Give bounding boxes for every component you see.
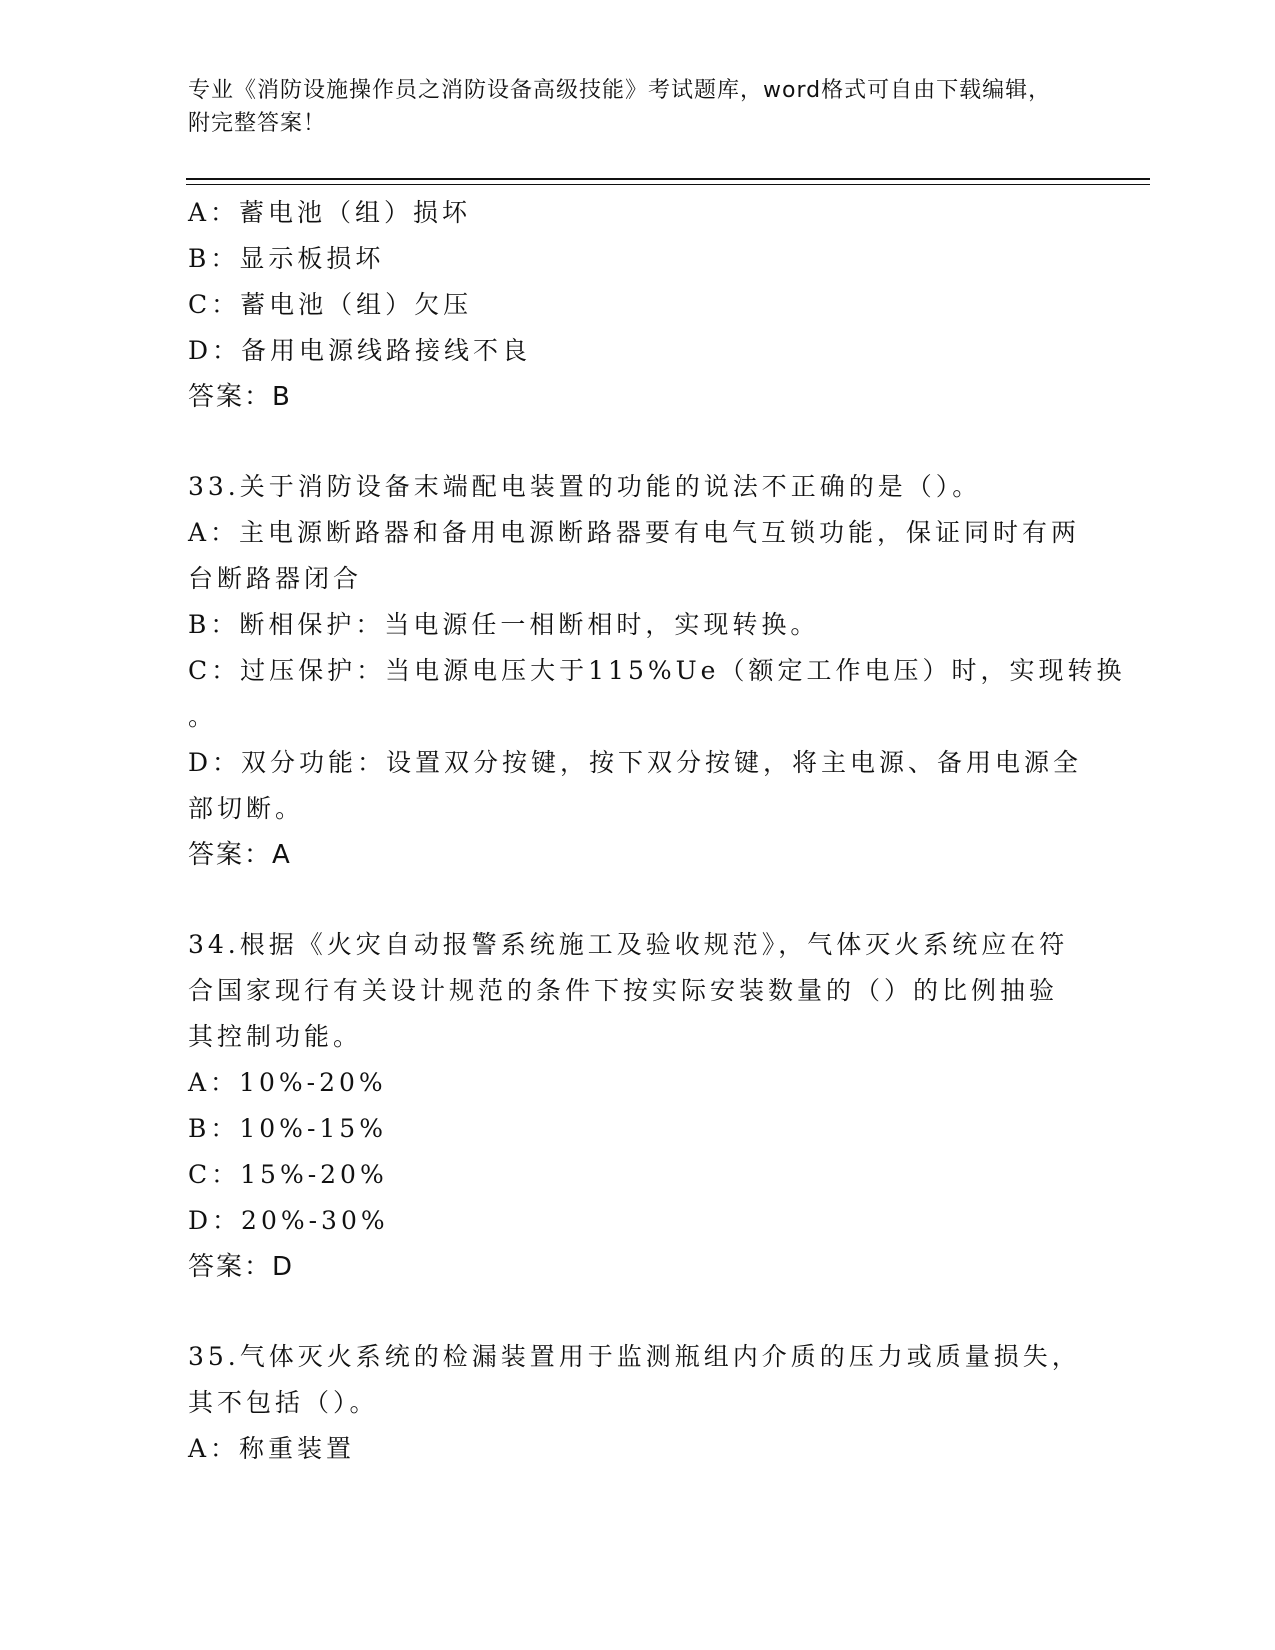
option-c-line1: C：过压保护：当电源电压大于115%Ue（额定工作电压）时，实现转换 <box>188 656 1126 685</box>
header-text: 专业《消防设施操作员之消防设备高级技能》考试题库，word格式可自由下载编辑，附完整答案！ <box>188 78 1052 136</box>
question-32 <box>188 190 1088 420</box>
option-b: B：断相保护：当电源任一相断相时，实现转换。 <box>188 610 820 639</box>
question-content <box>188 190 1126 1472</box>
option-c: C：15%-20% <box>188 1160 388 1189</box>
answer-33: 答案：A <box>188 840 292 870</box>
question-35-text-line1: 35.气体灭火系统的检漏装置用于监测瓶组内介质的压力或质量损失， <box>188 1342 1081 1371</box>
question-35 <box>188 1334 1088 1472</box>
answer-34: 答案：D <box>188 1252 295 1282</box>
option-d: D：备用电源线路接线不良 <box>188 336 532 365</box>
question-34-text-line2: 合国家现行有关设计规范的条件下按实际安装数量的（）的比例抽验 <box>188 976 1059 1005</box>
question-34 <box>188 922 1088 1290</box>
option-b: B：显示板损坏 <box>188 244 385 273</box>
question-33 <box>188 464 1126 878</box>
option-a: A：10%-20% <box>188 1068 387 1097</box>
question-35-text-line2: 其不包括（）。 <box>188 1388 379 1417</box>
option-c-line2: 。 <box>188 702 218 731</box>
option-a-line2: 台断路器闭合 <box>188 564 363 593</box>
question-34-text-line3: 其控制功能。 <box>188 1022 363 1051</box>
option-b: B：10%-15% <box>188 1114 387 1143</box>
question-34-text-line1: 34.根据《火灾自动报警系统施工及验收规范》，气体灭火系统应在符 <box>188 930 1069 959</box>
option-c: C：蓄电池（组）欠压 <box>188 290 473 319</box>
answer-32: 答案：B <box>188 382 292 412</box>
question-33-text: 33.关于消防设备末端配电装置的功能的说法不正确的是（）。 <box>188 472 982 501</box>
option-d-line1: D：双分功能：设置双分按键，按下双分按键，将主电源、备用电源全 <box>188 748 1083 777</box>
option-a: A：蓄电池（组）损坏 <box>188 198 472 227</box>
header-divider-thick <box>186 178 1150 180</box>
document-header <box>188 74 1068 140</box>
header-divider-thin <box>186 184 1150 185</box>
option-d-line2: 部切断。 <box>188 794 305 823</box>
option-a-line1: A：主电源断路器和备用电源断路器要有电气互锁功能，保证同时有两 <box>188 518 1081 547</box>
option-a: A：称重装置 <box>188 1434 356 1463</box>
option-d: D：20%-30% <box>188 1206 389 1235</box>
